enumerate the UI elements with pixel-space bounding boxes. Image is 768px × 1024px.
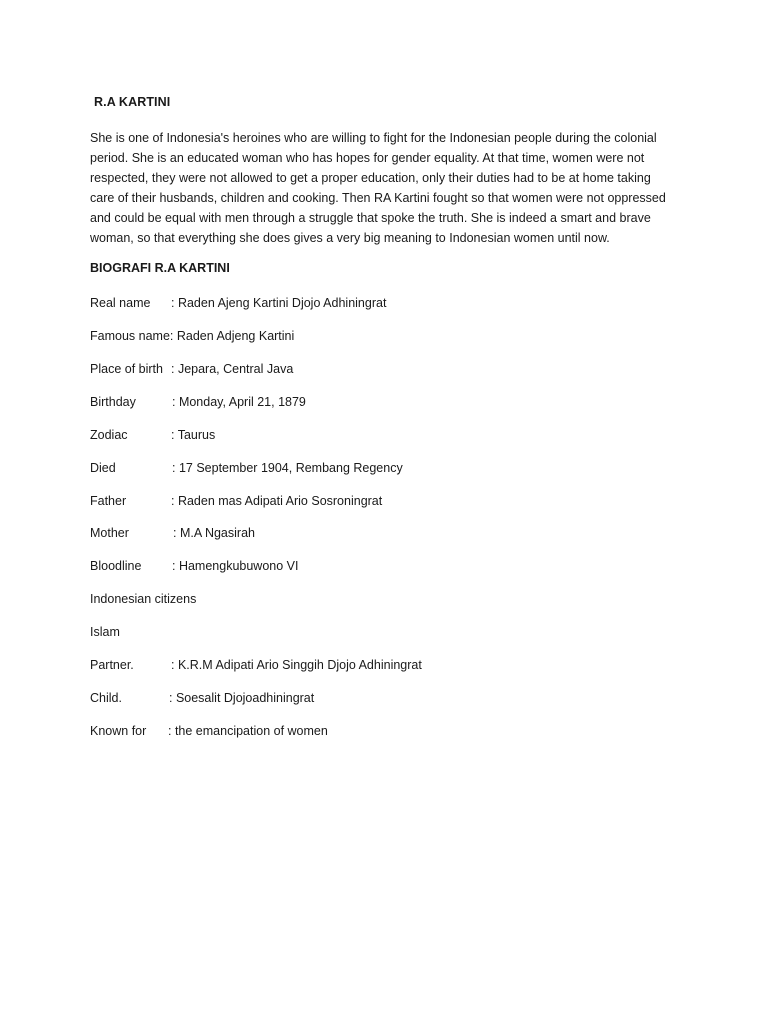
bio-label: Mother: [90, 526, 129, 540]
paragraph-line: respected, they were not allowed to get a proper education, only their duties had to be at home taking: [90, 171, 651, 185]
bio-label: Father: [90, 494, 127, 508]
bio-value: : M.A Ngasirah: [173, 526, 255, 540]
bio-value: : Jepara, Central Java: [171, 362, 294, 376]
bio-value: : Raden mas Adipati Ario Sosroningrat: [171, 494, 383, 508]
bio-value: : K.R.M Adipati Ario Singgih Djojo Adhiningrat: [171, 658, 422, 672]
bio-label: Real name: [90, 296, 151, 310]
bio-label: Child.: [90, 691, 122, 705]
intro-paragraph: [90, 128, 690, 248]
bio-label: Bloodline: [90, 559, 142, 573]
bio-value: : Taurus: [171, 428, 216, 442]
bio-label: Known for: [90, 724, 147, 738]
bio-value: : Soesalit Djojoadhiningrat: [169, 691, 315, 705]
bio-label: Partner.: [90, 658, 134, 672]
paragraph-line: She is one of Indonesia's heroines who are willing to fight for the Indonesian people during the colonial: [90, 131, 657, 145]
bio-value: : Monday, April 21, 1879: [172, 395, 306, 409]
bio-label: Famous name: Raden Adjeng Kartini: [90, 329, 295, 343]
paragraph-line: period. She is an educated woman who has hopes for gender equality. At that time, women were not: [90, 151, 645, 165]
bio-label: Birthday: [90, 395, 136, 409]
bio-value: : Raden Ajeng Kartini Djojo Adhiningrat: [171, 296, 387, 310]
bio-value: : 17 September 1904, Rembang Regency: [172, 461, 403, 475]
paragraph-line: care of their husbands, children and cooking. Then RA Kartini fought so that women were not oppressed: [90, 191, 666, 205]
bio-label: Place of birth: [90, 362, 163, 376]
bio-label: Died: [90, 461, 116, 475]
document-title: R.A KARTINI: [94, 95, 171, 109]
paragraph-line: and could be equal with men through a struggle that spoke the truth. She is indeed a smart and brave: [90, 211, 651, 225]
bio-value: : the emancipation of women: [168, 724, 328, 738]
bio-label: Indonesian citizens: [90, 592, 197, 606]
paragraph-line: woman, so that everything she does gives a very big meaning to Indonesian women until now.: [90, 231, 610, 245]
bio-label: Zodiac: [90, 428, 128, 442]
bio-value: : Hamengkubuwono VI: [172, 559, 299, 573]
bio-label: Islam: [90, 625, 120, 639]
biography-heading: BIOGRAFI R.A KARTINI: [90, 261, 230, 275]
